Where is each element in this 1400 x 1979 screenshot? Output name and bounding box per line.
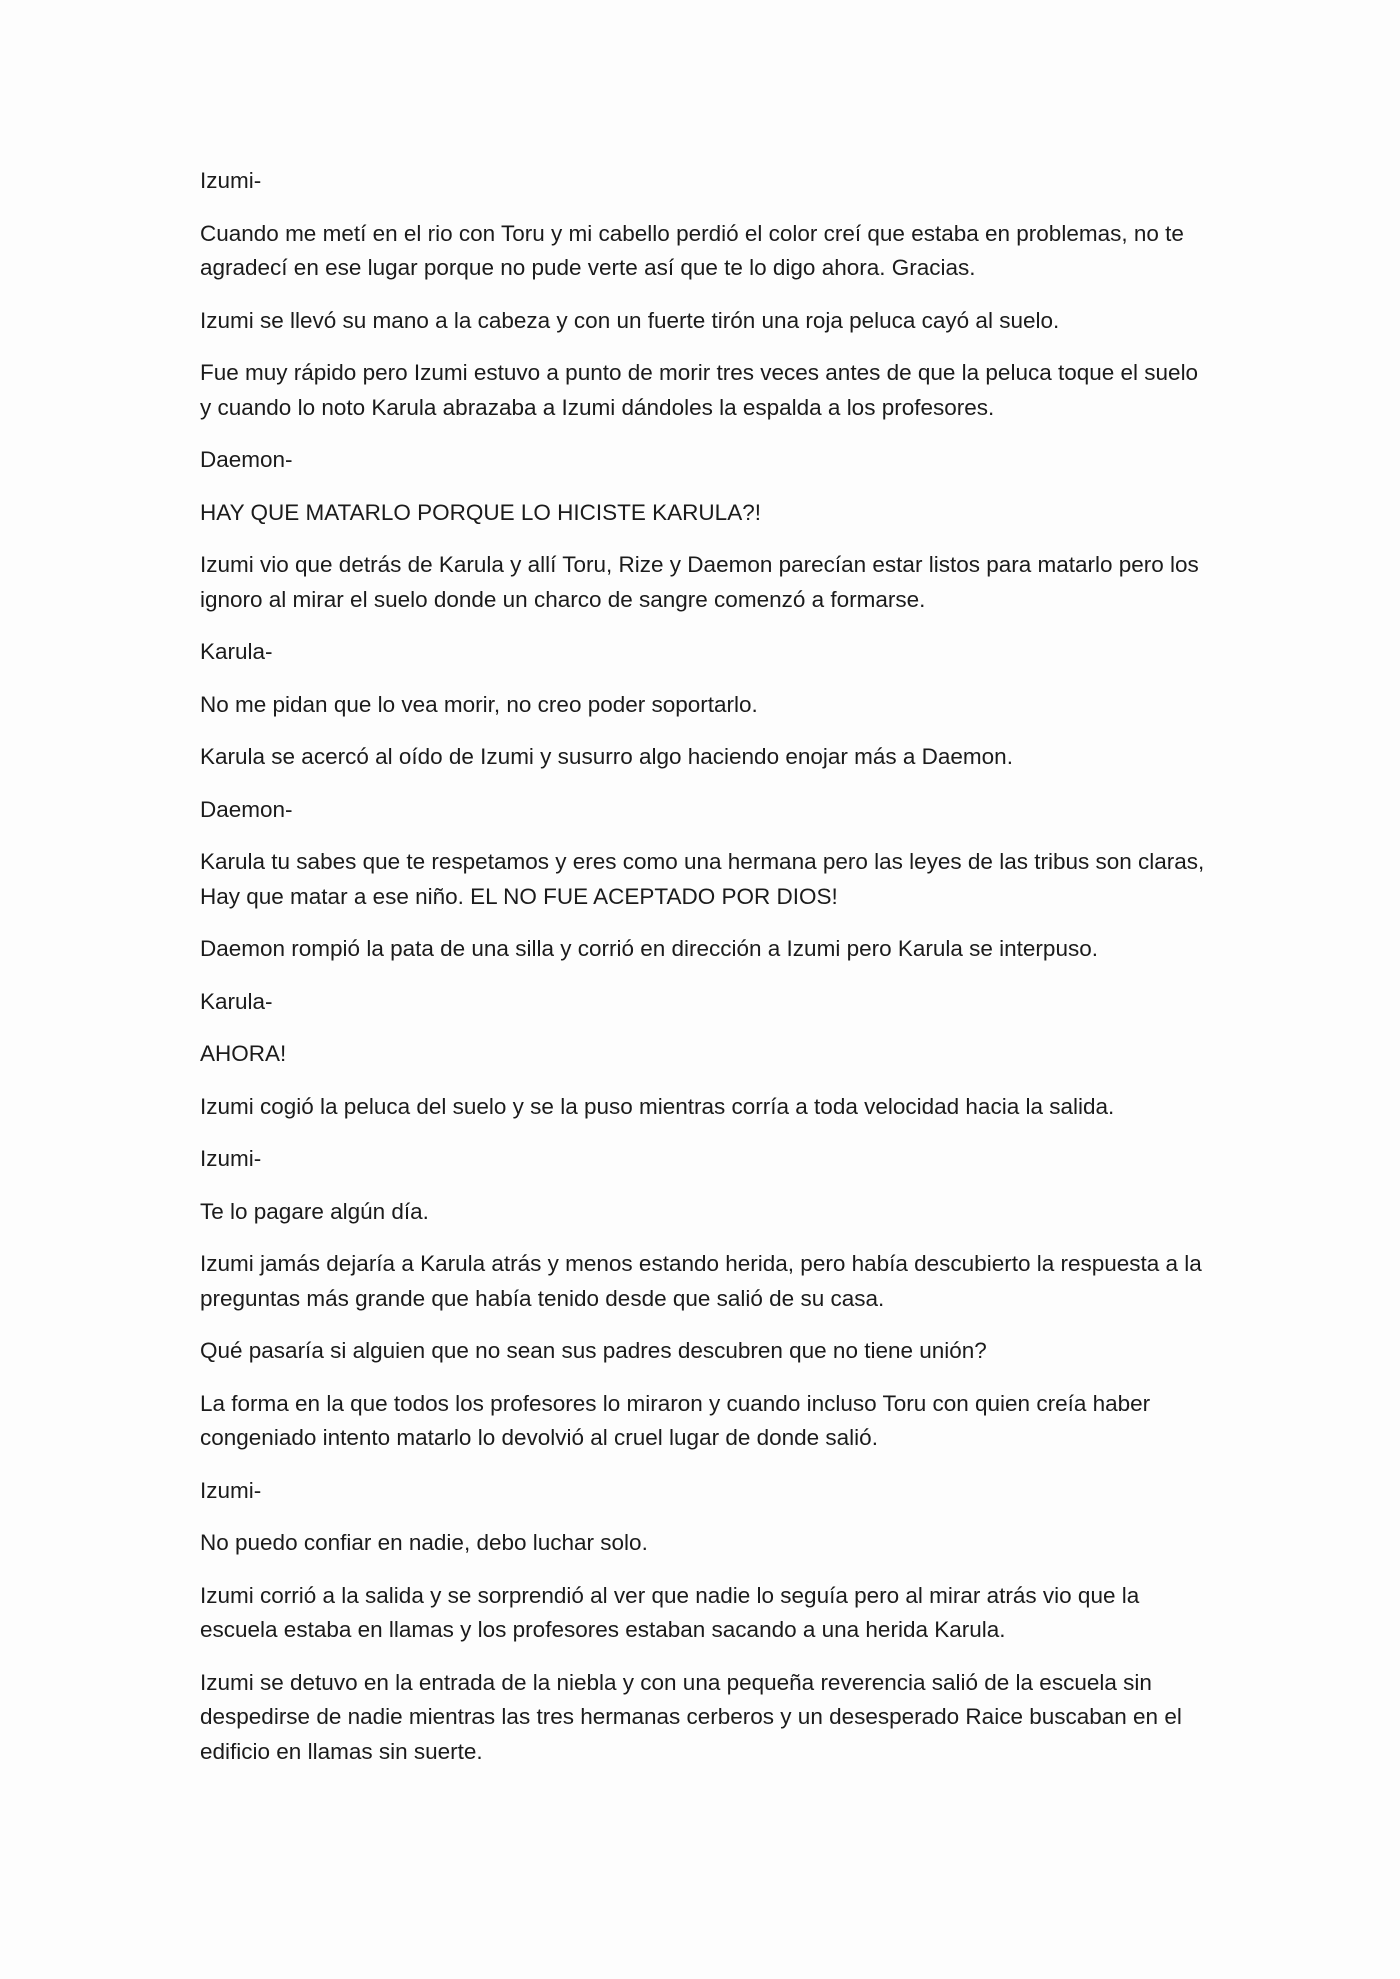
paragraph: Karula- — [200, 639, 273, 664]
paragraph: Izumi- — [200, 1477, 262, 1503]
paragraph: Izumi vio que detrás de Karula y allí Toru, Rize y Daemon parecían estar listos para matarlo pero los ignoro al mirar el suelo donde un charco de sangre comenzó a formarse. — [200, 552, 1199, 612]
paragraph: Izumi- — [200, 168, 262, 193]
paragraph: Daemon- — [200, 796, 293, 822]
paragraph: Karula se acercó al oído de Izumi y susurro algo haciendo enojar más a Daemon. — [200, 744, 1013, 769]
paragraph: Qué pasaría si alguien que no sean sus padres descubren que no tiene unión? — [200, 1338, 987, 1363]
document-body — [200, 164, 1210, 1787]
paragraph: Daemon- — [200, 447, 293, 472]
paragraph: Izumi jamás dejaría a Karula atrás y menos estando herida, pero había descubierto la respuesta a la preguntas más grande que había tenido desde que salió de su casa. — [200, 1251, 1202, 1311]
paragraph: Karula- — [200, 988, 273, 1014]
paragraph: Daemon rompió la pata de una silla y corrió en dirección a Izumi pero Karula se interpuso. — [200, 936, 1098, 961]
paragraph: Cuando me metí en el rio con Toru y mi cabello perdió el color creí que estaba en problemas, no te agradecí en ese lugar porque no pude verte así que te lo digo ahora. Gracias. — [200, 220, 1184, 280]
paragraph: No me pidan que lo vea morir, no creo poder soportarlo. — [200, 691, 758, 717]
paragraph: Karula tu sabes que te respetamos y eres como una hermana pero las leyes de las tribus son claras, Hay que matar a ese niño. EL NO FUE ACEPTADO POR DIOS! — [200, 849, 1205, 909]
paragraph: Te lo pagare algún día. — [200, 1198, 429, 1224]
paragraph: Izumi corrió a la salida y se sorprendió al ver que nadie lo seguía pero al mirar atrás vio que la escuela estaba en llamas y los profesores estaban sacando a una herida Karula. — [200, 1582, 1140, 1642]
paragraph: HAY QUE MATARLO PORQUE LO HICISTE KARULA?! — [200, 499, 761, 525]
paragraph: No puedo confiar en nadie, debo luchar solo. — [200, 1530, 648, 1555]
paragraph: Izumi- — [200, 1146, 262, 1171]
paragraph: Izumi se detuvo en la entrada de la niebla y con una pequeña reverencia salió de la escuela sin despedirse de nadie mientras las tres hermanas cerberos y un desesperado Raice buscaban en el edificio en llamas sin suerte. — [200, 1669, 1182, 1764]
paragraph: AHORA! — [200, 1041, 287, 1066]
paragraph: La forma en la que todos los profesores lo miraron y cuando incluso Toru con quien creía haber congeniado intento matarlo lo devolvió al cruel lugar de donde salió. — [200, 1390, 1151, 1450]
paragraph: Izumi cogió la peluca del suelo y se la puso mientras corría a toda velocidad hacia la salida. — [200, 1093, 1115, 1119]
paragraph: Fue muy rápido pero Izumi estuvo a punto de morir tres veces antes de que la peluca toque el suelo y cuando lo noto Karula abrazaba a Izumi dándoles la espalda a los profesores. — [200, 360, 1199, 420]
paragraph: Izumi se llevó su mano a la cabeza y con un fuerte tirón una roja peluca cayó al suelo. — [200, 307, 1060, 333]
